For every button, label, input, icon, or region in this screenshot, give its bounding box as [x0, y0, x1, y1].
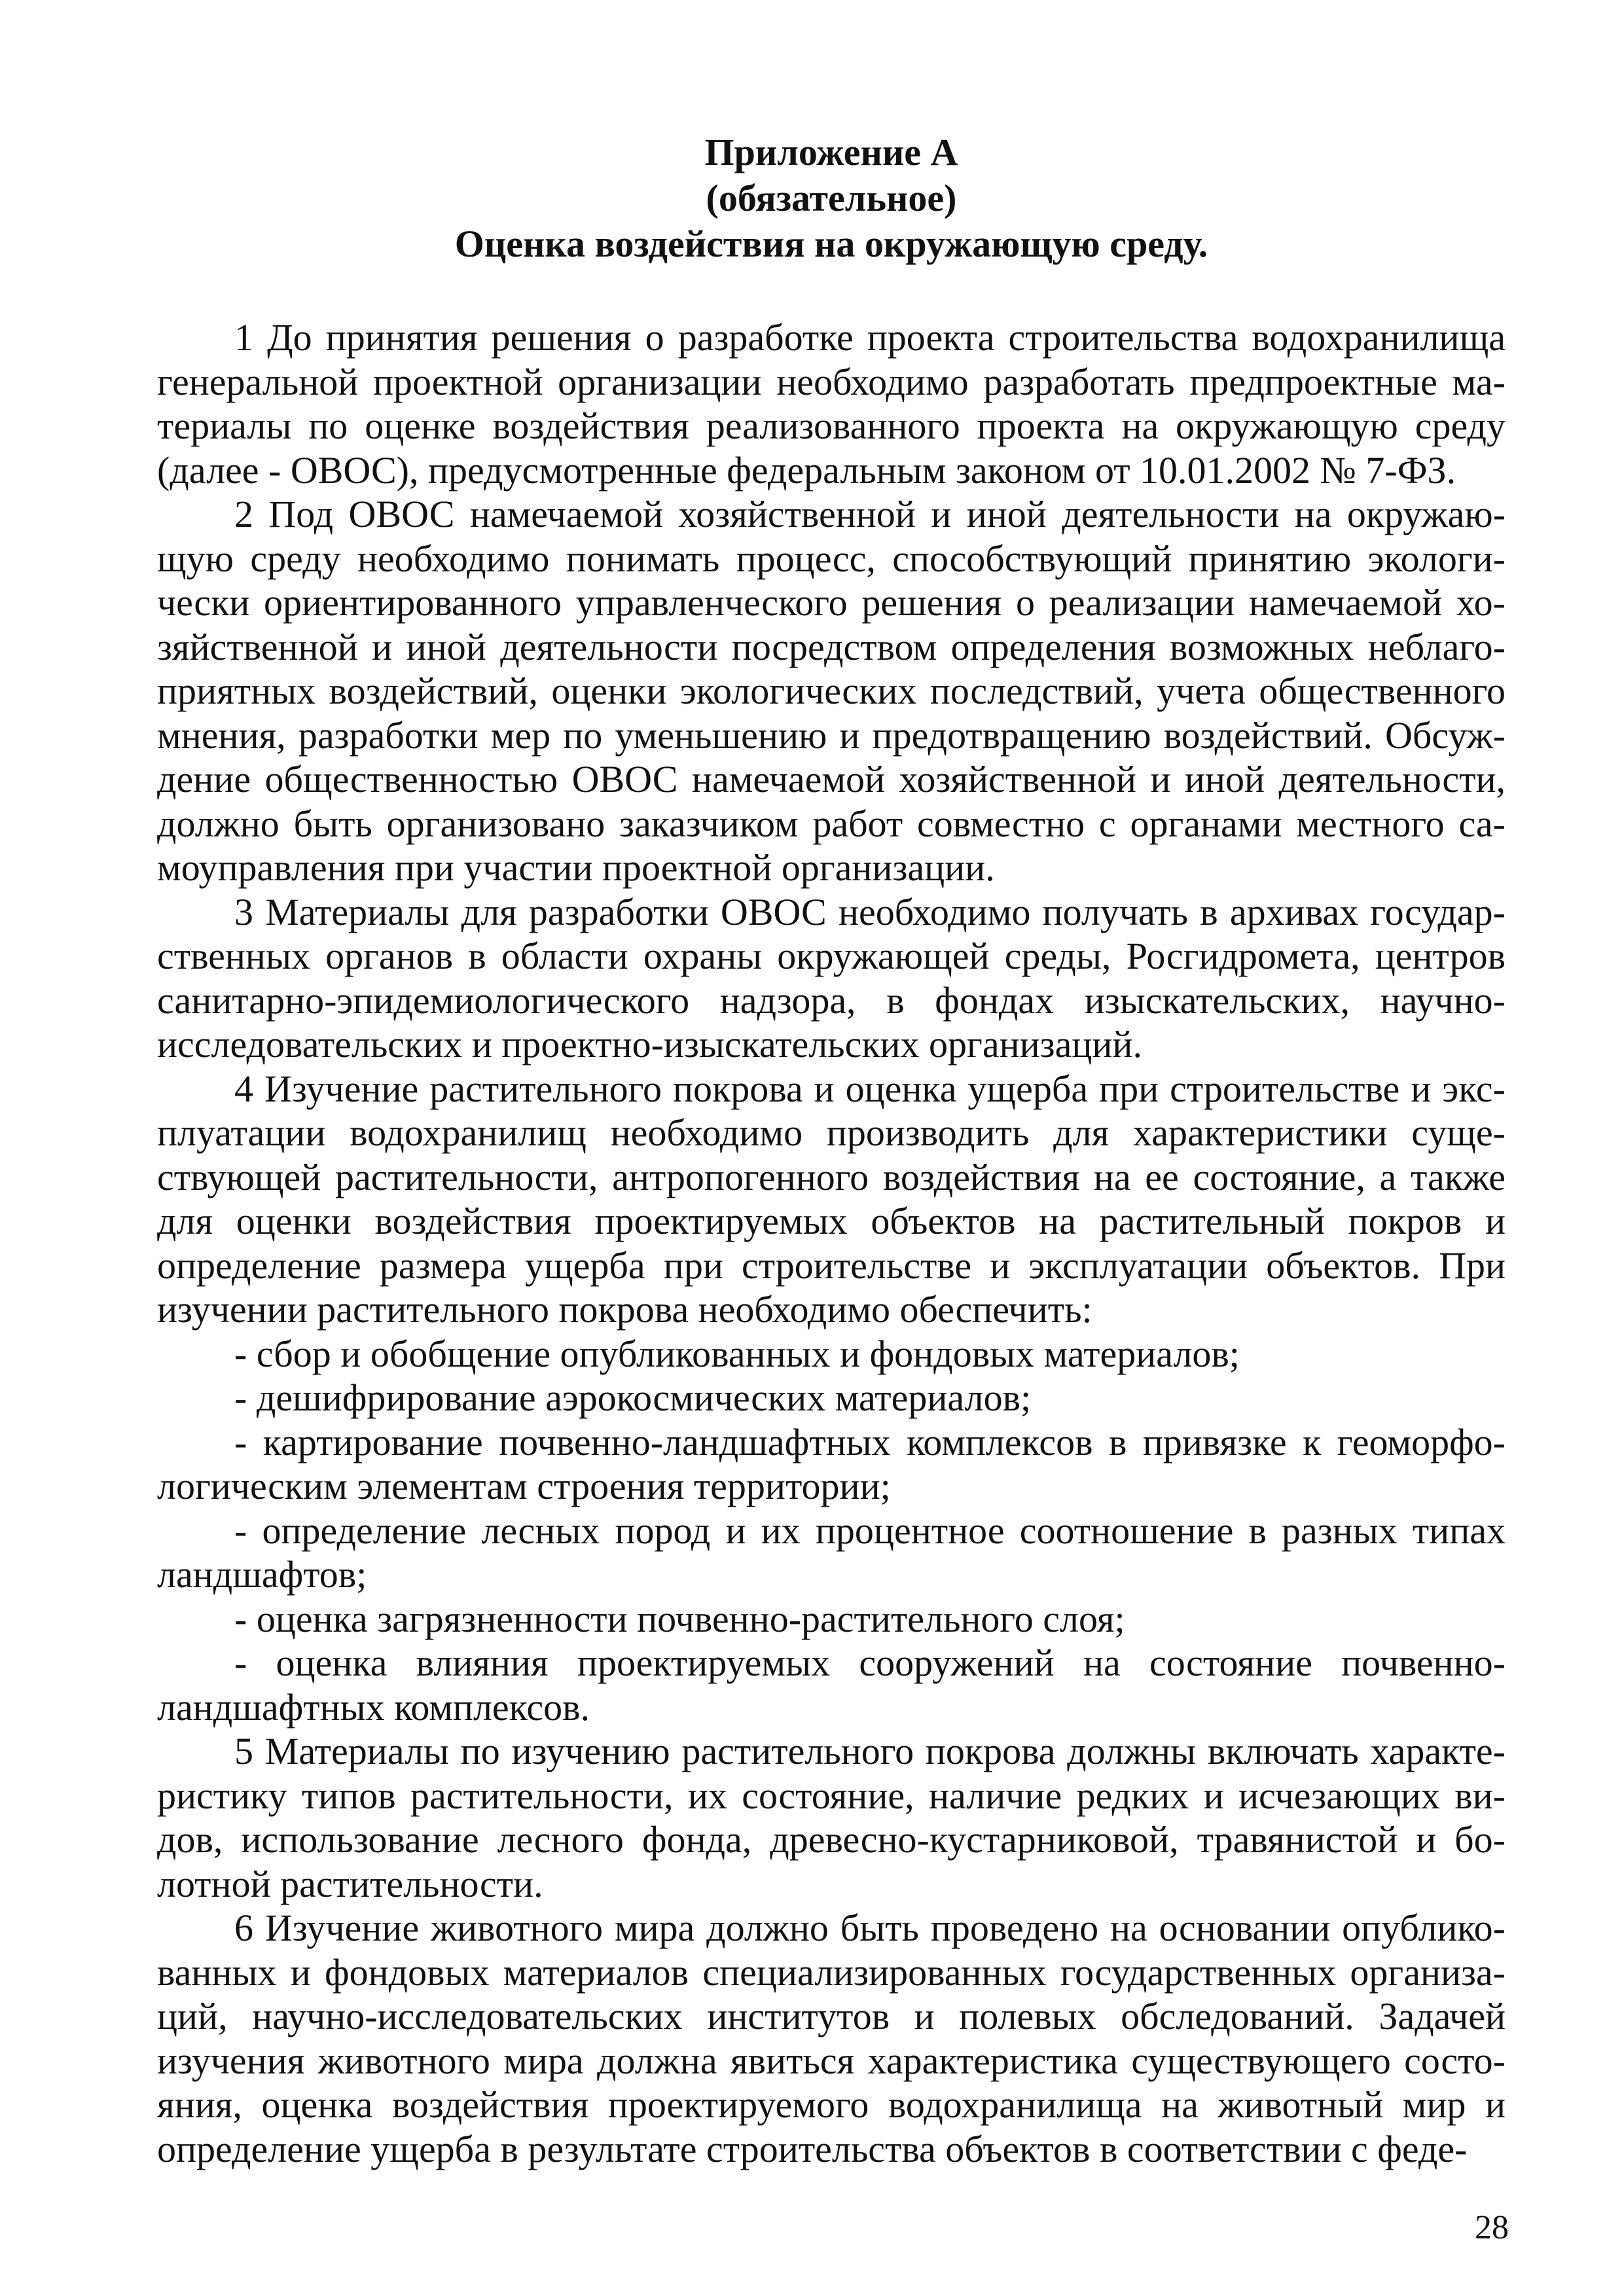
document-body — [157, 315, 1506, 2171]
appendix-status: (обязательное) — [706, 177, 957, 219]
paragraph-2: 2 Под ОВОС намечаемой хозяйственной и иной деятельности на окружающую среду необходимо понимать процесс, способствующий принятию экологически ориентированного управленческого решения о реализации намечаемой хозяйственной и иной деятельности посредством определения возможных неблагоприятных воздействий, оценки экологических последствий, учета общественного мнения, разработки мер по уменьшению и предотвращению воздействий. Обсуждение общественностью ОВОС намечаемой хозяйственной и иной деятельности, должно быть организовано заказчиком работ совместно с органами местного самоуправления при участии проектной организации. — [157, 493, 1506, 889]
paragraph-5: 5 Материалы по изучению растительного покрова должны включать характеристику типов растительности, их состояние, наличие редких и исчезающих видов, использование лесного фонда, древесно-кустарниковой, травянистой и болотной растительности. — [157, 1730, 1506, 1905]
list-item: - оценка загрязненности почвенно-растительного слоя; — [234, 1597, 1125, 1640]
paragraph-6: 6 Изучение животного мира должно быть проведено на основании опубликованных и фондовых материалов специализированных государственных организаций, научно-исследовательских институтов и полевых обследований. Задачей изучения животного мира должна явиться характеристика существующего состояния, оценка воздействия проектируемого водохранилища на животный мир и определение ущерба в результате строительства объектов в соответствии с феде- — [157, 1907, 1506, 2170]
list-item: - оценка влияния проектируемых сооружений на состояние почвенно-ландшафтных комплексов. — [157, 1641, 1506, 1729]
list-item: - дешифрирование аэрокосмических материалов; — [234, 1376, 1032, 1419]
list-item: - сбор и обобщение опубликованных и фондовых материалов; — [234, 1332, 1240, 1375]
appendix-header — [157, 130, 1506, 267]
list-item: - картирование почвенно-ландшафтных комплексов в привязке к геоморфологическим элементам строения территории; — [157, 1420, 1506, 1507]
appendix-title: Приложение А — [704, 131, 958, 173]
list-item: - определение лесных пород и их процентное соотношение в разных типах ландшафтов; — [157, 1509, 1506, 1596]
paragraph-4: 4 Изучение растительного покрова и оценка ущерба при строительстве и эксплуатации водохранилищ необходимо производить для характеристики существующей растительности, антропогенного воздействия на ее состояние, а также для оценки воздействия проектируемых объектов на растительный покров и определение размера ущерба при строительстве и эксплуатации объектов. При изучении растительного покрова необходимо обеспечить: — [157, 1067, 1506, 1331]
paragraph-3: 3 Материалы для разработки ОВОС необходимо получать в архивах государственных органов в области охраны окружающей среды, Росгидромета, центров санитарно-эпидемиологического надзора, в фондах изыскательских, научно-исследовательских и проектно-изыскательских организаций. — [157, 890, 1506, 1066]
page-number: 28 — [1475, 2209, 1509, 2246]
paragraph-1: 1 До принятия решения о разработке проекта строительства водохранилища генеральной проектной организации необходимо разработать предпроектные материалы по оценке воздействия реализованного проекта на окружающую среду (далее - ОВОС), предусмотренные федеральным законом от 10.01.2002 № 7-ФЗ. — [157, 316, 1506, 492]
appendix-heading: Оценка воздействия на окружающую среду. — [454, 223, 1208, 265]
